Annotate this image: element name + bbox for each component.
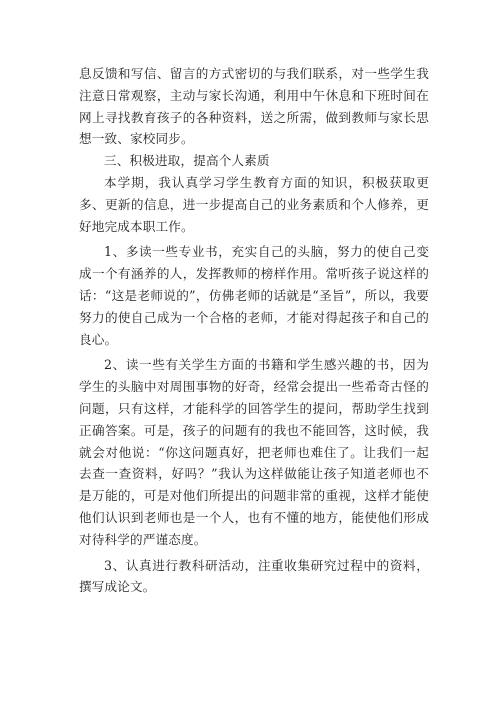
paragraph-item-2: 2、读一些有关学生方面的书籍和学生感兴趣的书，因为学生的头脑中对周围事物的好奇，经常会提出一些希奇古怪的问题，只有这样，才能科学的回答学生的提问，帮助学生找到正确答案。可是，孩子的问题有的我也不能回答，这时候，我就会对他说：“你这问题真好，把老师也难住了。让我们一起去查一查资料，好吗？”我认为这样做能让孩子知道老师也不是万能的，可是对他们所提出的问题非常的重视，这样才能使他们认识到老师也是一个人，也有不懂的地方，能使他们形成对待科学的严谨态度。 [79,357,429,547]
paragraph-item-1: 1、多读一些专业书，充实自己的头脑，努力的使自己变成一个有涵养的人，发挥教师的榜样作用。常听孩子说这样的话：“这是老师说的”，仿佛老师的话就是“圣旨”，所以，我要努力的使自己成为一个合格的老师，才能对得起孩子和自己的良心。 [79,244,429,347]
paragraph-item-3: 3、认真进行教科研活动，注重收集研究过程中的资料，撰写成论文。 [79,557,429,595]
paragraph-intro: 本学期，我认真学习学生教育方面的知识，积极获取更多、更新的信息，进一步提高自己的业务素质和个人修养，更好地完成本职工作。 [79,174,429,234]
paragraph-continuation: 息反馈和写信、留言的方式密切的与我们联系，对一些学生我注意日常观察，主动与家长沟通，利用中午休息和下班时间在网上寻找教育孩子的各种资料，送之所需，做到教师与家长思想一致、家校同步。 [79,66,429,147]
document-body [79,63,429,598]
section-heading: 三、积极进取，提高个人素质 [104,153,270,169]
